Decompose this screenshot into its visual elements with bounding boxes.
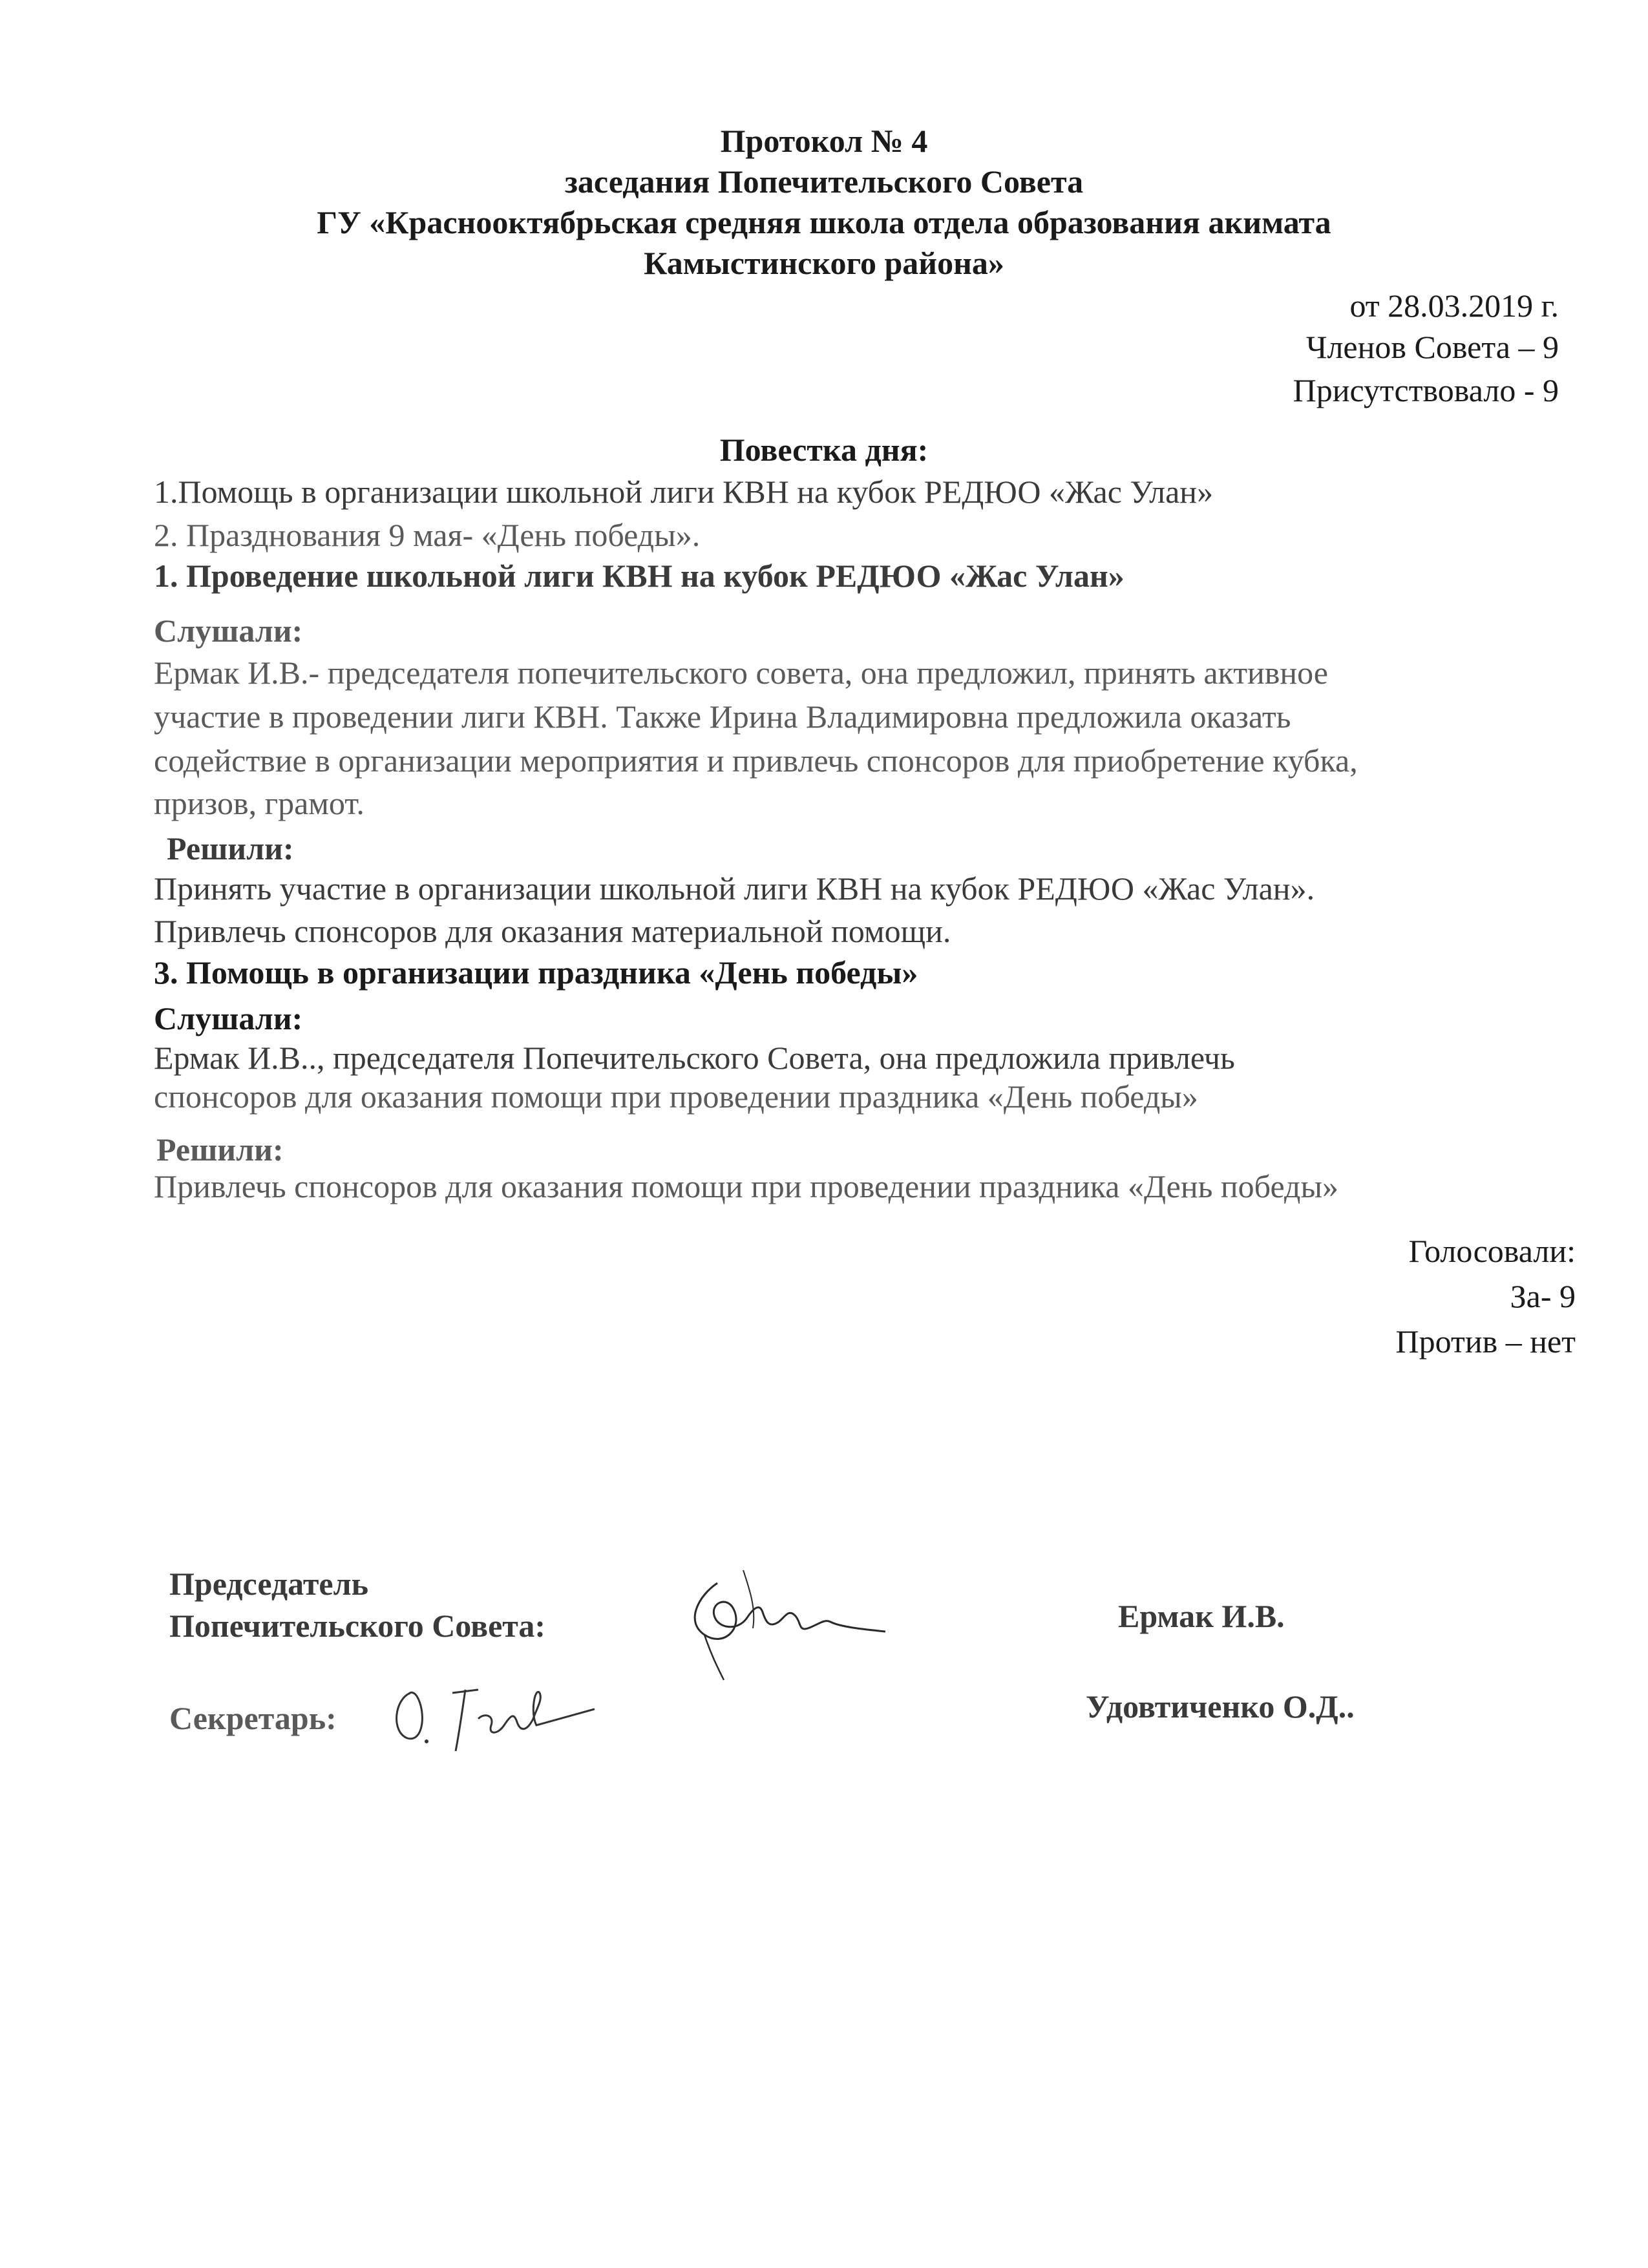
secretary-title: Секретарь: (169, 1700, 337, 1736)
chair-title: Попечительского Совета: (169, 1608, 546, 1644)
agenda-heading: Повестка дня: (719, 432, 929, 468)
organization-name: ГУ «Краснооктябрьская средняя школа отдела образования акимата (317, 204, 1331, 240)
agenda-item-2: 2. Празднования 9 мая- «День победы». (154, 517, 701, 553)
section1-listened-line: Ермак И.В.- председателя попечительского совета, она предложил, принять активное (154, 655, 1328, 691)
section3-listened-line: спонсоров для оказания помощи при проведении праздника «День победы» (154, 1078, 1198, 1115)
secretary-signature (381, 1674, 601, 1758)
chair-name: Ермак И.В. (1118, 1598, 1285, 1634)
vote-for: За- 9 (1510, 1278, 1576, 1314)
section1-listened-line: участие в проведении лиги КВН. Также Ирина Владимировна предложила оказать (154, 698, 1291, 735)
secretary-name: Удовтиченко О.Д.. (1086, 1688, 1355, 1725)
section3-heading: 3. Помощь в организации праздника «День победы» (154, 954, 918, 991)
vote-label: Голосовали: (1408, 1233, 1576, 1269)
section1-decided-line: Принять участие в организации школьной лиги КВН на кубок РЕДЮО «Жас Улан». (154, 870, 1315, 907)
vote-against: Против – нет (1395, 1323, 1576, 1360)
section1-listened-line: содействие в организации мероприятия и привлечь спонсоров для приобретение кубка, (154, 742, 1358, 779)
document-title: Протокол № 4 (720, 123, 928, 159)
section1-decided-label: Решили: (167, 830, 294, 866)
document-subtitle: заседания Попечительского Совета (564, 163, 1084, 200)
protocol-date: от 28.03.2019 г. (1349, 288, 1559, 324)
chair-title: Председатель (169, 1566, 369, 1602)
present-count: Присутствовало - 9 (1293, 372, 1559, 408)
section3-decided-line: Привлечь спонсоров для оказания помощи при проведении праздника «День победы» (154, 1168, 1339, 1204)
members-count: Членов Совета – 9 (1305, 329, 1559, 365)
section3-listened-line: Ермак И.В.., председателя Попечительского Совета, она предложила привлечь (154, 1040, 1235, 1076)
section1-listened-line: призов, грамот. (154, 785, 364, 821)
chair-signature (672, 1557, 892, 1686)
section3-decided-label: Решили: (156, 1131, 284, 1168)
section1-heading: 1. Проведение школьной лиги КВН на кубок РЕДЮО «Жас Улан» (154, 558, 1125, 594)
section1-decided-line: Привлечь спонсоров для оказания материальной помощи. (154, 913, 951, 949)
agenda-item-1: 1.Помощь в организации школьной лиги КВН на кубок РЕДЮО «Жас Улан» (154, 474, 1214, 510)
section1-listened-label: Слушали: (154, 613, 303, 649)
organization-district: Камыстинского района» (644, 245, 1004, 281)
section3-listened-label: Слушали: (154, 1000, 303, 1036)
